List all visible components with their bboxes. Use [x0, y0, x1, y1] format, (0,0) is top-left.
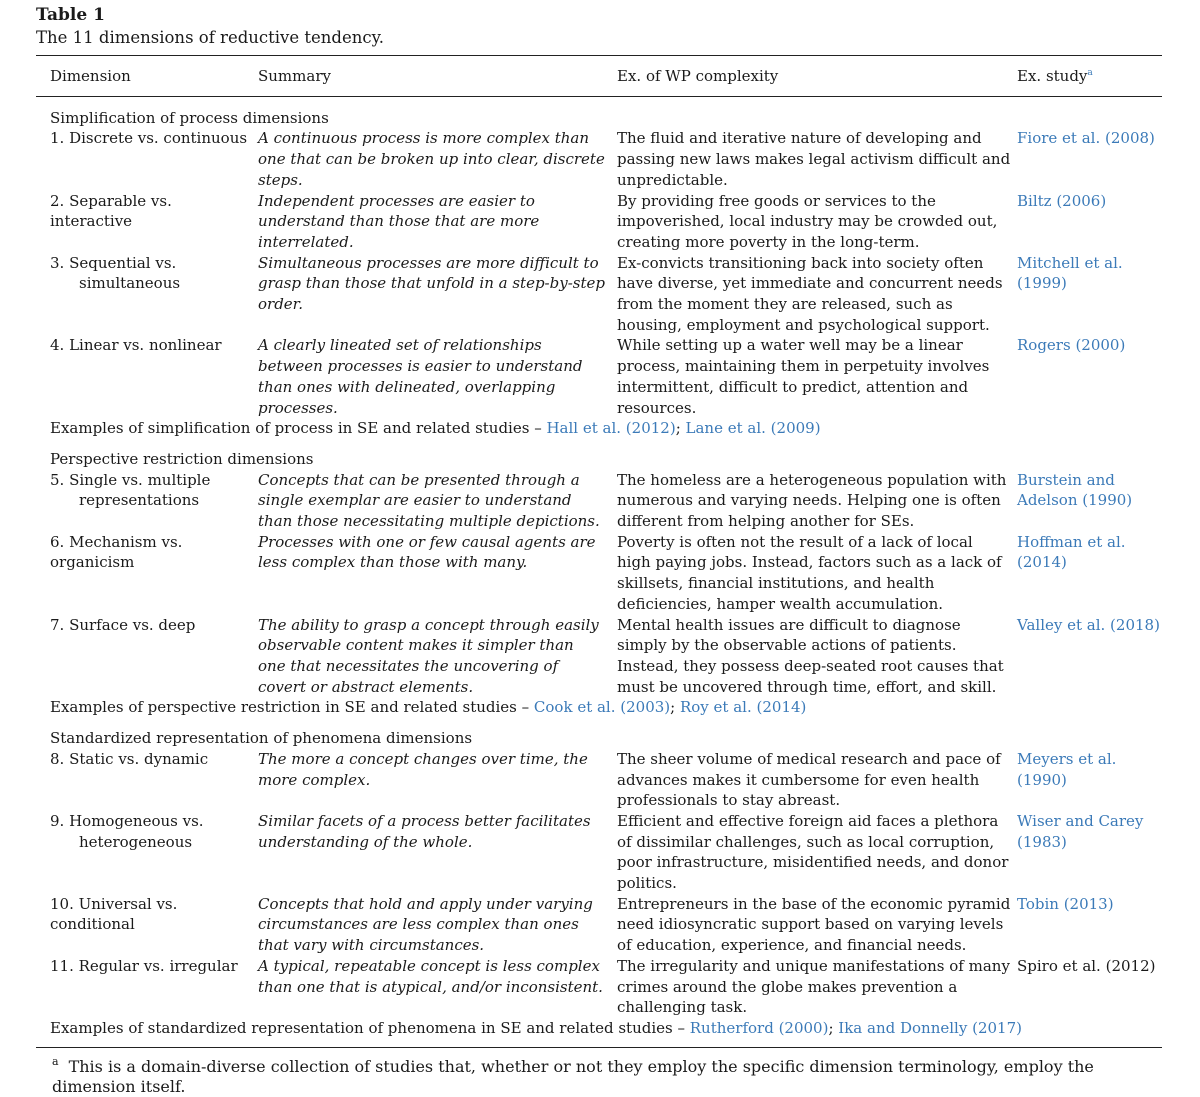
- dimension-cell: [36, 811, 258, 894]
- dimension-name: 7. Surface vs. deep: [50, 615, 196, 634]
- group-heading-row: [36, 96, 1162, 128]
- header-summary: Summary: [258, 67, 331, 85]
- study-citation[interactable]: Burstein and Adelson (1990): [1017, 470, 1133, 510]
- footnote: [36, 1057, 1162, 1097]
- group-title: Simplification of process dimensions: [50, 108, 329, 127]
- table-row: [36, 335, 1162, 418]
- examples-prefix: Examples of standardized representation of phenomena in SE and related studies –: [50, 1018, 690, 1037]
- table-caption: The 11 dimensions of reductive tendency.: [36, 28, 384, 47]
- examples-citation[interactable]: Ika and Donnelly (2017): [838, 1018, 1022, 1037]
- group-heading-row: [36, 439, 1162, 470]
- summary-cell: A continuous process is more complex than one that can be broken up into clear, discrete steps.: [258, 129, 605, 189]
- header-row: [36, 56, 1162, 96]
- dimension-cell: [36, 128, 258, 190]
- examples-citation[interactable]: Lane et al. (2009): [685, 419, 821, 438]
- study-citation[interactable]: Rogers (2000): [1017, 336, 1126, 355]
- table-row: [36, 128, 1162, 190]
- example-cell: The irregularity and unique manifestations of many crimes around the globe makes prevention a challenging task.: [617, 956, 1010, 1017]
- examples-prefix: Examples of simplification of process in SE and related studies –: [50, 419, 547, 438]
- header-dimension: Dimension: [50, 67, 131, 85]
- table-row: [36, 470, 1162, 532]
- dimension-name-cont: simultaneous: [79, 274, 181, 293]
- examples-cell: Examples of simplification of process in SE and related studies – Hall et al. (2012); Lane et al. (2009): [50, 419, 821, 438]
- dimension-cell: [36, 470, 258, 532]
- study-citation[interactable]: Tobin (2013): [1017, 894, 1114, 913]
- example-cell: While setting up a water well may be a linear process, maintaining them in perpetuity involves intermittent, difficult to predict, attention and resources.: [617, 336, 990, 417]
- summary-cell: The ability to grasp a concept through easily observable content makes it simpler than one that necessitates the uncovering of covert or abstract elements.: [258, 615, 599, 696]
- table-body: [36, 96, 1162, 1038]
- header-study-label: Ex. study: [1017, 67, 1088, 85]
- dimension-cell: [36, 191, 258, 253]
- table-row: [36, 532, 1162, 615]
- examples-row: [36, 697, 1162, 718]
- summary-cell: A typical, repeatable concept is less complex than one that is atypical, and/or inconsistent.: [258, 956, 603, 996]
- dimension-name: 2. Separable vs. interactive: [50, 191, 172, 231]
- table-row: [36, 615, 1162, 698]
- dimensions-table: [36, 56, 1162, 1039]
- example-cell: Entrepreneurs in the base of the economic pyramid need idiosyncratic support based on varying levels of education, experience, and financial needs.: [617, 894, 1011, 955]
- dimension-name: 9. Homogeneous vs.: [50, 811, 204, 830]
- summary-cell: Processes with one or few causal agents are less complex than those with many.: [258, 532, 596, 572]
- example-cell: Mental health issues are difficult to diagnose simply by the observable actions of patients. Instead, they possess deep-seated root causes that must be uncovered through time, effort, and skill.: [617, 615, 1004, 696]
- examples-cell: Examples of perspective restriction in SE and related studies – Cook et al. (2003); Roy et al. (2014): [50, 698, 807, 717]
- table-row: [36, 191, 1162, 253]
- dimension-name: 1. Discrete vs. continuous: [50, 129, 248, 148]
- table-row: [36, 253, 1162, 336]
- header-example: Ex. of WP complexity: [617, 67, 779, 85]
- summary-cell: Concepts that can be presented through a single exemplar are easier to understand than those necessitating multiple depictions.: [258, 470, 600, 531]
- example-cell: By providing free goods or services to the impoverished, local industry may be crowded out, creating more poverty in the long-term.: [617, 191, 998, 251]
- study-citation: Spiro et al. (2012): [1017, 956, 1156, 975]
- dimension-cell: [36, 956, 258, 1018]
- header-study: [1017, 56, 1162, 96]
- dimension-name: 5. Single vs. multiple: [50, 470, 211, 489]
- footnote-ref[interactable]: a: [1087, 68, 1093, 78]
- summary-cell: Simultaneous processes are more difficult to grasp than those that unfold in a step-by-step order.: [258, 253, 605, 314]
- study-citation[interactable]: Biltz (2006): [1017, 191, 1107, 210]
- examples-row: [36, 418, 1162, 439]
- examples-citation[interactable]: Rutherford (2000): [689, 1018, 829, 1037]
- dimension-name: 8. Static vs. dynamic: [50, 749, 209, 768]
- examples-row: [36, 1018, 1162, 1039]
- study-citation[interactable]: Fiore et al. (2008): [1017, 129, 1155, 148]
- footnote-text: This is a domain-diverse collection of studies that, whether or not they employ the specific dimension terminology, employ the dimension itself.: [52, 1056, 1094, 1096]
- table-row: [36, 894, 1162, 956]
- summary-cell: Concepts that hold and apply under varying circumstances are less complex than ones that vary with circumstances.: [258, 894, 593, 955]
- dimension-name-cont: heterogeneous: [79, 832, 193, 851]
- table-label: Table 1: [36, 5, 105, 25]
- group-title: Perspective restriction dimensions: [50, 449, 314, 468]
- table-row: [36, 811, 1162, 894]
- examples-citation[interactable]: Roy et al. (2014): [679, 698, 807, 717]
- study-citation[interactable]: Hoffman et al. (2014): [1017, 532, 1126, 572]
- table-row: [36, 749, 1162, 811]
- summary-cell: Independent processes are easier to understand than those that are more interrelated.: [258, 191, 540, 251]
- example-cell: The homeless are a heterogeneous population with numerous and varying needs. Helping one is often different from helping another for SEs.: [617, 470, 1007, 531]
- dimension-cell: [36, 894, 258, 956]
- summary-cell: The more a concept changes over time, the more complex.: [258, 749, 588, 789]
- dimension-cell: [36, 532, 258, 615]
- dimension-cell: [36, 615, 258, 698]
- table-row: [36, 956, 1162, 1018]
- dimension-name: 3. Sequential vs.: [50, 253, 177, 272]
- examples-prefix: Examples of perspective restriction in SE and related studies –: [50, 698, 534, 717]
- summary-cell: A clearly lineated set of relationships between processes is easier to understand than ones with delineated, overlapping processes.: [258, 336, 583, 417]
- group-heading-row: [36, 718, 1162, 749]
- dimension-cell: [36, 253, 258, 336]
- table-figure: [36, 4, 1162, 1097]
- dimension-name-cont: representations: [79, 491, 200, 510]
- example-cell: Poverty is often not the result of a lack of local high paying jobs. Instead, factors such as a lack of skillsets, financial institutions, and health deficiencies, hamper wealth accumulation.: [617, 532, 1002, 613]
- summary-cell: Similar facets of a process better facilitates understanding of the whole.: [258, 811, 591, 851]
- dimension-name: 10. Universal vs. conditional: [50, 894, 178, 934]
- dimension-cell: [36, 749, 258, 811]
- study-citation[interactable]: Meyers et al. (1990): [1017, 749, 1117, 789]
- footnote-marker: a: [52, 1055, 59, 1069]
- dimension-name: 6. Mechanism vs. organicism: [50, 532, 183, 572]
- example-cell: Ex-convicts transitioning back into society often have diverse, yet immediate and concurrent needs from the moment they are released, such as housing, employment and psychological support.: [617, 253, 1003, 334]
- examples-citation[interactable]: Cook et al. (2003): [533, 698, 671, 717]
- dimension-name: 4. Linear vs. nonlinear: [50, 336, 222, 355]
- bottom-rule: [36, 1047, 1162, 1048]
- study-citation[interactable]: Valley et al. (2018): [1017, 615, 1160, 634]
- dimension-cell: [36, 335, 258, 418]
- example-cell: The sheer volume of medical research and pace of advances makes it cumbersome for even health professionals to stay abreast.: [617, 749, 1001, 810]
- study-citation[interactable]: Mitchell et al. (1999): [1017, 253, 1123, 293]
- example-cell: The fluid and iterative nature of developing and passing new laws makes legal activism difficult and unpredictable.: [617, 129, 1011, 189]
- dimension-name: 11. Regular vs. irregular: [50, 956, 238, 975]
- study-citation[interactable]: Wiser and Carey (1983): [1017, 811, 1144, 851]
- examples-citation[interactable]: Hall et al. (2012): [546, 419, 676, 438]
- example-cell: Efficient and effective foreign aid faces a plethora of dissimilar challenges, such as local corruption, poor infrastructure, misidentified needs, and donor politics.: [617, 811, 1009, 893]
- examples-cell: Examples of standardized representation of phenomena in SE and related studies – Rutherford (2000); Ika and Donnelly (2017): [50, 1018, 1022, 1037]
- group-title: Standardized representation of phenomena dimensions: [50, 729, 473, 748]
